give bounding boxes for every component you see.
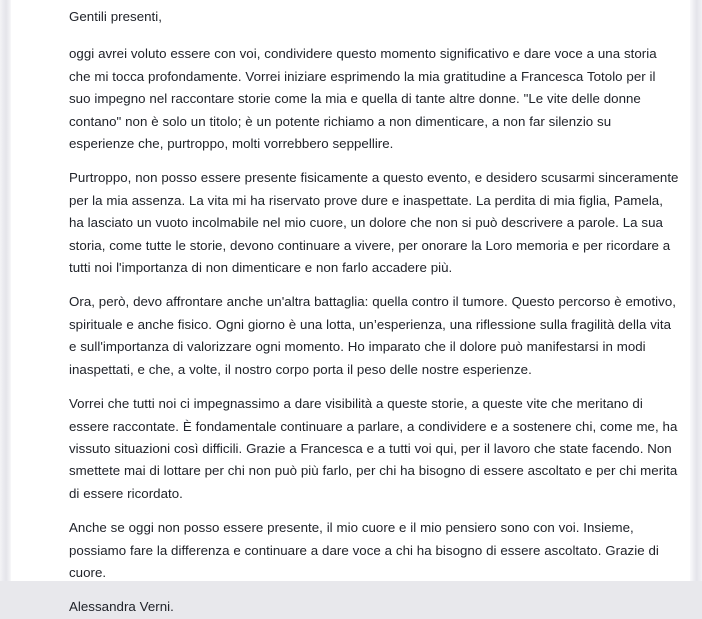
letter-salutation: Gentili presenti, [69,9,162,24]
page-right-edge [690,0,702,581]
page-left-edge [0,0,11,581]
letter-paragraph-4: Vorrei che tutti noi ci impegnassimo a dare visibilità a queste storie, a queste vite che meritano di essere raccontate. È fondamentale continuare a parlare, a condividere e a sostenere chi, come me, ha vissuto situazioni così difficili. Grazie a Francesca e a tutti voi qui, per il lavoro che state facendo. Non smettete mai di lottare per chi non può più farlo, per chi ha bisogno di essere ascoltato e per chi merita di essere ricordato. [69,396,678,501]
document-page [11,0,690,615]
letter-paragraph-2: Purtroppo, non posso essere presente fisicamente a questo evento, e desidero scusarmi sinceramente per la mia assenza. La vita mi ha riservato prove dure e inaspettate. La perdita di mia figlia, Pamela, ha lasciato un vuoto incolmabile nel mio cuore, un dolore che non si può descrivere a parole. La sua storia, come tutte le storie, devono continuare a vivere, per onorare la Loro memoria e per ricordare a tutti noi l'importanza di non dimenticare e non farlo accadere più. [69,170,679,276]
letter-signature: Alessandra Verni. [69,599,174,615]
letter-paragraph-1: oggi avrei voluto essere con voi, condividere questo momento significativo e dare voce a una storia che mi tocca profondamente. Vorrei iniziare esprimendo la mia gratitudine a Francesca Totolo per il suo impegno nel raccontare storie come la mia e quella di tante altre donne. "Le vite delle donne contano" non è solo un titolo; è un potente richiamo a non dimenticare, a non far silenzio su esperienze che, purtroppo, molti vorrebbero seppellire. [69,46,657,152]
letter-body [69,6,680,619]
letter-paragraph-3: Ora, però, devo affrontare anche un'altra battaglia: quella contro il tumore. Questo percorso è emotivo, spirituale e anche fisico. Ogni giorno è una lotta, un’esperienza, una riflessione sulla fragilità della vita e sull'importanza di valorizzare ogni momento. Ho imparato che il dolore può manifestarsi in modi inaspettati, e che, a volte, il nostro corpo porta il peso delle nostre esperienze. [69,294,676,377]
letter-paragraph-5: Anche se oggi non posso essere presente, il mio cuore e il mio pensiero sono con voi. Insieme, possiamo fare la differenza e continuare a dare voce a chi ha bisogno di essere ascoltato. Grazie di cuore. [69,520,659,580]
